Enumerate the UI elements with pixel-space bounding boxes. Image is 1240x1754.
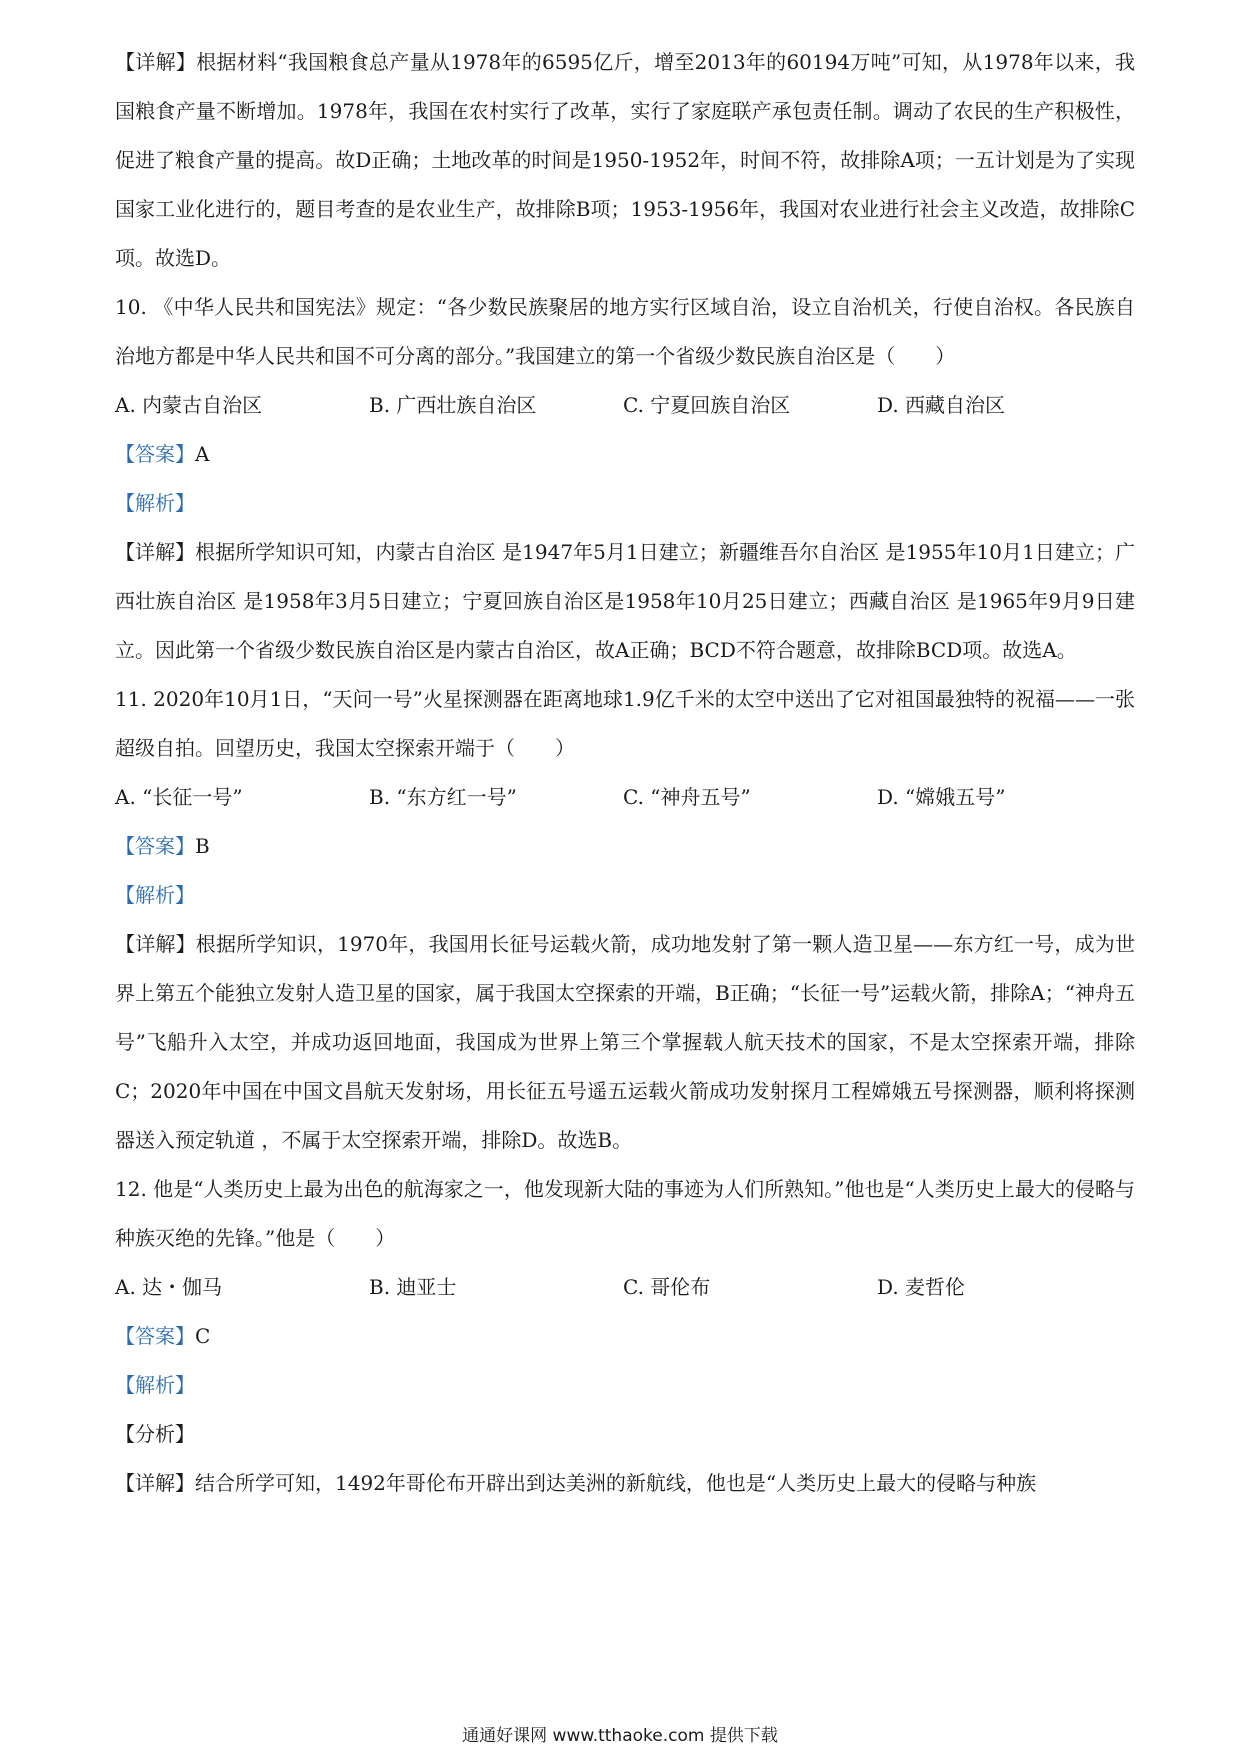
q10-answer [115, 430, 1135, 479]
q10-detail [115, 528, 1135, 675]
detail-tag: 【详解】 [115, 50, 197, 74]
q11-detail [115, 920, 1135, 1165]
detail-tag: 【详解】 [115, 1471, 195, 1495]
detail-text: 根据所学知识，1970年，我国用长征号运载火箭，成功地发射了第一颗人造卫星——东方红一号，成为世界上第五个能独立发射人造卫星的国家，属于我国太空探索的开端，B正确；“长征一号”运载火箭，排除A；“神舟五号”飞船升入太空，并成功返回地面，我国成为世界上第三个掌握载人航天技术的国家，不是太空探索开端，排除C；2020年中国在中国文昌航天发射场，用长征五号遥五运载火箭成功发射探月工程嫦娥五号探测器，顺利将探测器送入预定轨道 ，不属于太空探索开端，排除D。故选B。 [115, 932, 1135, 1152]
q10-option-b: B. 广西壮族自治区 [369, 393, 537, 417]
q10-options [115, 381, 1135, 430]
analysis-tag: 【解析】 [115, 491, 195, 515]
document-page [115, 38, 1135, 1508]
q12-detail [115, 1459, 1135, 1508]
q12-stem: 12. 他是“人类历史上最为出色的航海家之一，他发现新大陆的事迹为人们所熟知。”他也是“人类历史上最大的侵略与种族灭绝的先锋。”他是（ ） [115, 1177, 1135, 1250]
detail-text: 根据材料“我国粮食总产量从1978年的6595亿斤，增至2013年的60194万吨”可知，从1978年以来，我国粮食产量不断增加。1978年，我国在农村实行了改革，实行了家庭联产承包责任制。调动了农民的生产积极性，促进了粮食产量的提高。故D正确；土地改革的时间是1950-1952年，时间不符，故排除A项；一五计划是为了实现国家工业化进行的，题目考查的是农业生产，故排除B项；1953-1956年，我国对农业进行社会主义改造，故排除C项。故选D。 [115, 50, 1136, 270]
q12-option-a: A. 达・伽马 [115, 1275, 223, 1299]
q11-options [115, 773, 1135, 822]
q12-answer [115, 1312, 1135, 1361]
q11-option-b: B. “东方红一号” [369, 785, 517, 809]
q9-detail [115, 38, 1135, 283]
detail-text: 结合所学可知，1492年哥伦布开辟出到达美洲的新航线，他也是“人类历史上最大的侵略与种族 [195, 1471, 1037, 1495]
q10-option-d: D. 西藏自治区 [877, 393, 1006, 417]
analysis-tag: 【解析】 [115, 883, 195, 907]
answer-tag: 【答案】 [115, 442, 195, 466]
q10-option-a: A. 内蒙古自治区 [115, 393, 263, 417]
q12-option-c: C. 哥伦布 [623, 1275, 711, 1299]
analysis-tag: 【解析】 [115, 1373, 195, 1397]
q10-stem: 10. 《中华人民共和国宪法》规定：“各少数民族聚居的地方实行区域自治，设立自治机关，行使自治权。各民族自治地方都是中华人民共和国不可分离的部分。”我国建立的第一个省级少数民族自治区是（ ） [115, 295, 1135, 368]
q10-option-c: C. 宁夏回族自治区 [623, 393, 791, 417]
q11-answer [115, 822, 1135, 871]
answer-tag: 【答案】 [115, 834, 195, 858]
q11-analysis [115, 871, 1135, 920]
detail-text: 根据所学知识可知，内蒙古自治区 是1947年5月1日建立；新疆维吾尔自治区 是1955年10月1日建立；广西壮族自治区 是1958年3月5日建立；宁夏回族自治区是1958年10月25日建立；西藏自治区 是1965年9月9日建立。因此第一个省级少数民族自治区是内蒙古自治区，故A正确；BCD不符合题意，故排除BCD项。故选A。 [115, 540, 1135, 662]
answer-value: C [195, 1324, 211, 1348]
analysis2-tag: 【分析】 [115, 1422, 195, 1446]
q11-option-d: D. “嫦娥五号” [877, 785, 1006, 809]
page-footer: 通通好课网 www.tthaoke.com 提供下载 [462, 1726, 778, 1746]
q10-analysis [115, 479, 1135, 528]
answer-value: B [195, 834, 210, 858]
q11-option-a: A. “长征一号” [115, 785, 243, 809]
detail-tag: 【详解】 [115, 932, 196, 956]
q12-option-d: D. 麦哲伦 [877, 1275, 966, 1299]
answer-value: A [195, 442, 210, 466]
q12-analysis2 [115, 1410, 1135, 1459]
q12-option-b: B. 迪亚士 [369, 1275, 457, 1299]
answer-tag: 【答案】 [115, 1324, 195, 1348]
q11-stem: 11. 2020年10月1日，“天问一号”火星探测器在距离地球1.9亿千米的太空中送出了它对祖国最独特的祝福——一张超级自拍。回望历史，我国太空探索开端于（ ） [115, 687, 1135, 760]
q12-options [115, 1263, 1135, 1312]
q12-analysis [115, 1361, 1135, 1410]
detail-tag: 【详解】 [115, 540, 196, 564]
q11-option-c: C. “神舟五号” [623, 785, 751, 809]
